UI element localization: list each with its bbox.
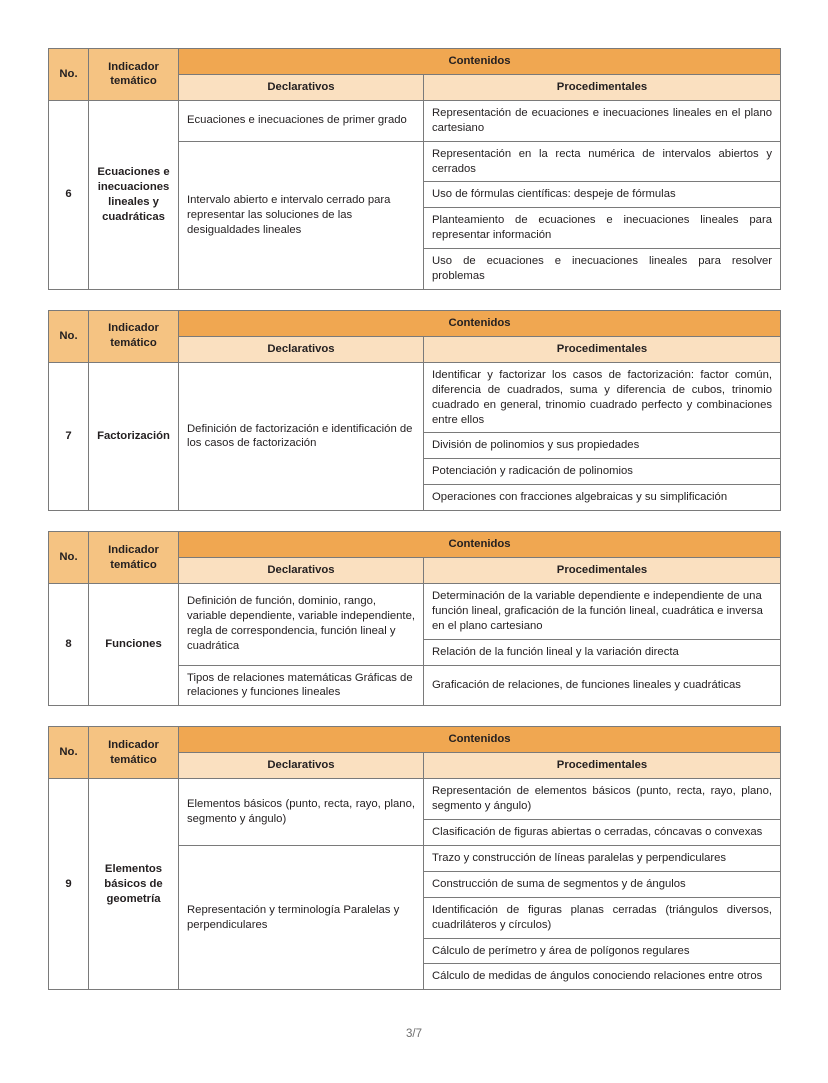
cell-procedimental: Planteamiento de ecuaciones e inecuaciones lineales para representar información bbox=[424, 208, 781, 249]
table-row bbox=[49, 100, 781, 141]
cell-procedimental: Construcción de suma de segmentos y de ángulos bbox=[424, 871, 781, 897]
cell-procedimental: División de polinomios y sus propiedades bbox=[424, 433, 781, 459]
column-header-indicador-tematico: Indicador temático bbox=[89, 310, 179, 362]
cell-declarativo: Representación y terminología Paralelas y perpendiculares bbox=[179, 845, 424, 989]
curriculum-table bbox=[48, 531, 781, 706]
cell-procedimental: Operaciones con fracciones algebraicas y su simplificación bbox=[424, 485, 781, 511]
column-header-contenidos: Contenidos bbox=[179, 49, 781, 75]
cell-procedimental: Relación de la función lineal y la variación directa bbox=[424, 639, 781, 665]
cell-procedimental: Uso de fórmulas científicas: despeje de fórmulas bbox=[424, 182, 781, 208]
cell-procedimental: Cálculo de medidas de ángulos conociendo relaciones entre otros bbox=[424, 964, 781, 990]
cell-indicador-tematico: Factorización bbox=[89, 362, 179, 510]
cell-no: 8 bbox=[49, 583, 89, 705]
cell-procedimental: Identificar y factorizar los casos de factorización: factor común, diferencia de cuadrados, suma y diferencia de cubos, trinomio cuadrado en general, trinomio cuadrado perfecto y combinaciones entre ellos bbox=[424, 362, 781, 433]
cell-declarativo: Definición de factorización e identificación de los casos de factorización bbox=[179, 362, 424, 510]
column-header-no: No. bbox=[49, 310, 89, 362]
cell-procedimental: Representación en la recta numérica de intervalos abiertos y cerrados bbox=[424, 141, 781, 182]
cell-procedimental: Graficación de relaciones, de funciones lineales y cuadráticas bbox=[424, 665, 781, 706]
cell-procedimental: Clasificación de figuras abiertas o cerradas, cóncavas o convexas bbox=[424, 820, 781, 846]
table-row bbox=[49, 583, 781, 639]
column-header-declarativos: Declarativos bbox=[179, 74, 424, 100]
curriculum-table bbox=[48, 726, 781, 990]
column-header-contenidos: Contenidos bbox=[179, 727, 781, 753]
column-header-declarativos: Declarativos bbox=[179, 336, 424, 362]
column-header-declarativos: Declarativos bbox=[179, 753, 424, 779]
table-header bbox=[49, 727, 781, 779]
table-header bbox=[49, 49, 781, 101]
column-header-declarativos: Declarativos bbox=[179, 558, 424, 584]
column-header-indicador-tematico: Indicador temático bbox=[89, 49, 179, 101]
table-row bbox=[49, 779, 781, 820]
cell-declarativo: Ecuaciones e inecuaciones de primer grado bbox=[179, 100, 424, 141]
header-row-primary bbox=[49, 310, 781, 336]
cell-declarativo: Elementos básicos (punto, recta, rayo, plano, segmento y ángulo) bbox=[179, 779, 424, 846]
header-row-primary bbox=[49, 727, 781, 753]
cell-indicador-tematico: Elementos básicos de geometría bbox=[89, 779, 179, 990]
column-header-procedimentales: Procedimentales bbox=[424, 74, 781, 100]
column-header-procedimentales: Procedimentales bbox=[424, 753, 781, 779]
header-row-primary bbox=[49, 532, 781, 558]
column-header-indicador-tematico: Indicador temático bbox=[89, 727, 179, 779]
table-body bbox=[49, 100, 781, 289]
table-body bbox=[49, 583, 781, 705]
curriculum-tables-container bbox=[48, 48, 780, 990]
cell-no: 9 bbox=[49, 779, 89, 990]
cell-procedimental: Determinación de la variable dependiente e independiente de una función lineal, graficación de la función lineal, cuadrática e inversa en el plano cartesiano bbox=[424, 583, 781, 639]
column-header-procedimentales: Procedimentales bbox=[424, 336, 781, 362]
cell-procedimental: Representación de ecuaciones e inecuaciones lineales en el plano cartesiano bbox=[424, 100, 781, 141]
table-row bbox=[49, 362, 781, 433]
cell-procedimental: Representación de elementos básicos (punto, recta, rayo, plano, segmento y ángulo) bbox=[424, 779, 781, 820]
cell-procedimental: Identificación de figuras planas cerradas (triángulos diversos, cuadriláteros y círculos) bbox=[424, 897, 781, 938]
curriculum-table bbox=[48, 48, 781, 290]
cell-procedimental: Uso de ecuaciones e inecuaciones lineales para resolver problemas bbox=[424, 249, 781, 290]
cell-no: 7 bbox=[49, 362, 89, 510]
cell-no: 6 bbox=[49, 100, 89, 289]
cell-indicador-tematico: Funciones bbox=[89, 583, 179, 705]
cell-indicador-tematico: Ecuaciones e inecuaciones lineales y cuadráticas bbox=[89, 100, 179, 289]
column-header-contenidos: Contenidos bbox=[179, 310, 781, 336]
cell-procedimental: Potenciación y radicación de polinomios bbox=[424, 459, 781, 485]
column-header-indicador-tematico: Indicador temático bbox=[89, 532, 179, 584]
page-number-footer: 3/7 bbox=[406, 1028, 422, 1040]
table-body bbox=[49, 779, 781, 990]
cell-procedimental: Trazo y construcción de líneas paralelas y perpendiculares bbox=[424, 845, 781, 871]
table-header bbox=[49, 532, 781, 584]
column-header-contenidos: Contenidos bbox=[179, 532, 781, 558]
column-header-no: No. bbox=[49, 49, 89, 101]
table-header bbox=[49, 310, 781, 362]
curriculum-table bbox=[48, 310, 781, 511]
cell-declarativo: Intervalo abierto e intervalo cerrado para representar las soluciones de las desigualdades lineales bbox=[179, 141, 424, 289]
header-row-primary bbox=[49, 49, 781, 75]
table-body bbox=[49, 362, 781, 510]
cell-procedimental: Cálculo de perímetro y área de polígonos regulares bbox=[424, 938, 781, 964]
column-header-procedimentales: Procedimentales bbox=[424, 558, 781, 584]
cell-declarativo: Tipos de relaciones matemáticas Gráficas de relaciones y funciones lineales bbox=[179, 665, 424, 706]
column-header-no: No. bbox=[49, 727, 89, 779]
cell-declarativo: Definición de función, dominio, rango, variable dependiente, variable independiente, regla de correspondencia, función lineal y cuadrática bbox=[179, 583, 424, 665]
column-header-no: No. bbox=[49, 532, 89, 584]
